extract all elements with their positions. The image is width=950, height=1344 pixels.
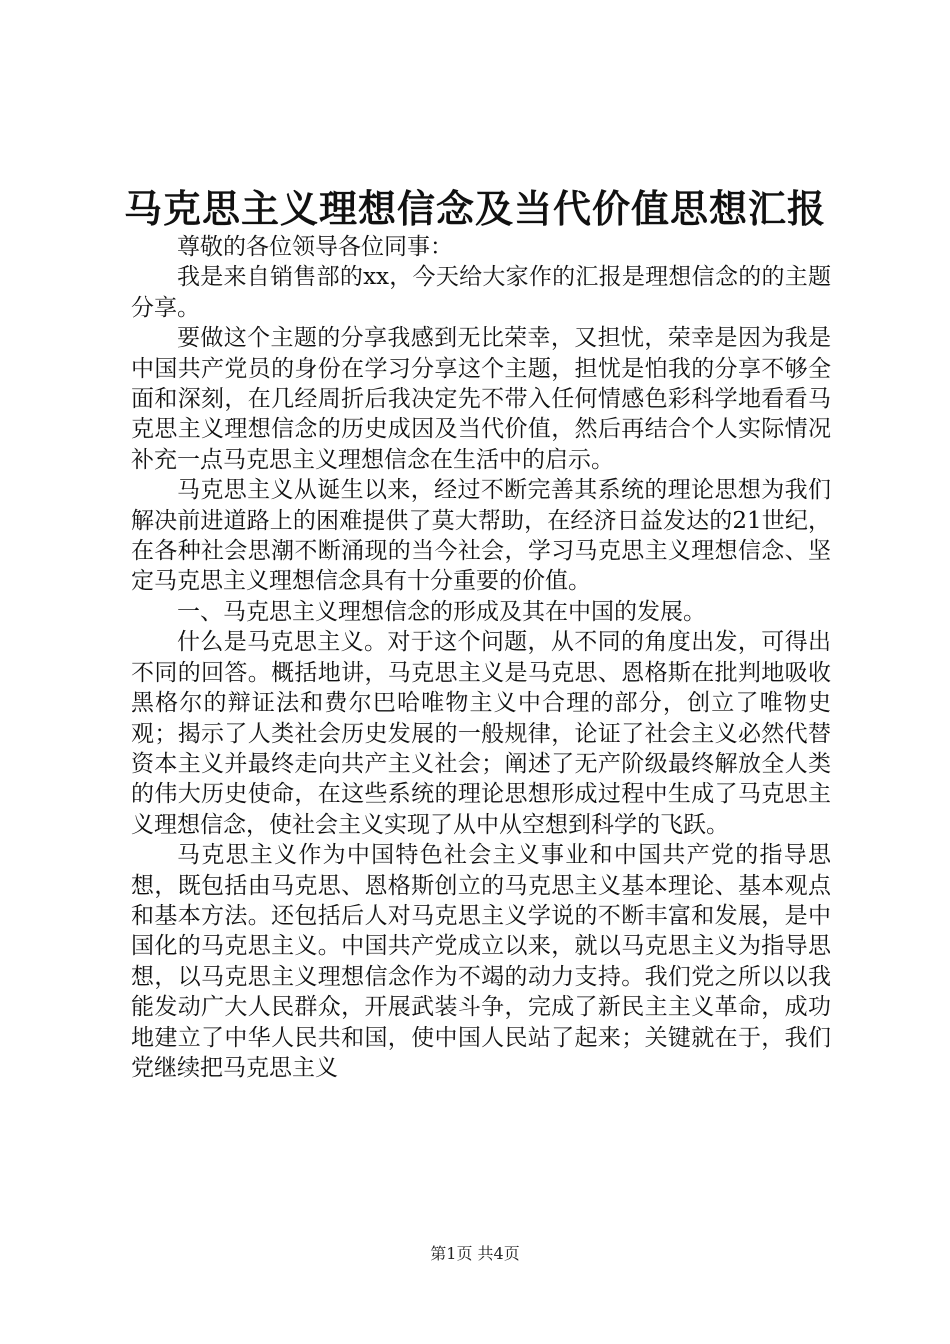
document-body (131, 232, 831, 1083)
intro-paragraph: 我是来自销售部的xx，今天给大家作的汇报是理想信念的的主题分享。 (131, 264, 831, 321)
salutation-paragraph: 尊敬的各位领导各位同事： (177, 234, 453, 260)
body-paragraph: 马克思主义从诞生以来，经过不断完善其系统的理论思想为我们解决前进道路上的困难提供了莫大帮助，在经济日益发达的21世纪，在各种社会思潮不断涌现的当今社会，学习马克思主义理想信念、坚定马克思主义理想信念具有十分重要的价值。 (131, 477, 831, 595)
body-paragraph: 要做这个主题的分享我感到无比荣幸，又担忧，荣幸是因为我是中国共产党员的身份在学习分享这个主题，担忧是怕我的分享不够全面和深刻，在几经周折后我决定先不带入任何情感色彩科学地看看马克思主义理想信念的历史成因及当代价值，然后再结合个人实际情况补充一点马克思主义理想信念在生活中的启示。 (131, 325, 831, 473)
page-number-footer: 第1页 共4页 (430, 1244, 520, 1263)
section-heading: 一、马克思主义理想信念的形成及其在中国的发展。 (177, 598, 706, 625)
body-paragraph: 什么是马克思主义。对于这个问题，从不同的角度出发，可得出不同的回答。概括地讲，马克思主义是马克思、恩格斯在批判地吸收黑格尔的辩证法和费尔巴哈唯物主义中合理的部分，创立了唯物史观；揭示了人类社会历史发展的一般规律，论证了社会主义必然代替资本主义并最终走向共产主义社会；阐述了无产阶级最终解放全人类的伟大历史使命，在这些系统的理论思想形成过程中生成了马克思主义理想信念，使社会主义实现了从中从空想到科学的飞跃。 (131, 629, 831, 838)
body-paragraph: 马克思主义作为中国特色社会主义事业和中国共产党的指导思想，既包括由马克思、恩格斯创立的马克思主义基本理论、基本观点和基本方法。还包括后人对马克思主义学说的不断丰富和发展，是中国化的马克思主义。中国共产党成立以来，就以马克思主义为指导思想，以马克思主义理想信念作为不竭的动力支持。我们党之所以以我能发动广大人民群众，开展武装斗争，完成了新民主主义革命，成功地建立了中华人民共和国，使中国人民站了起来；关键就在于，我们党继续把马克思主义 (131, 842, 831, 1081)
document-title: 马克思主义理想信念及当代价值思想汇报 (123, 186, 826, 231)
